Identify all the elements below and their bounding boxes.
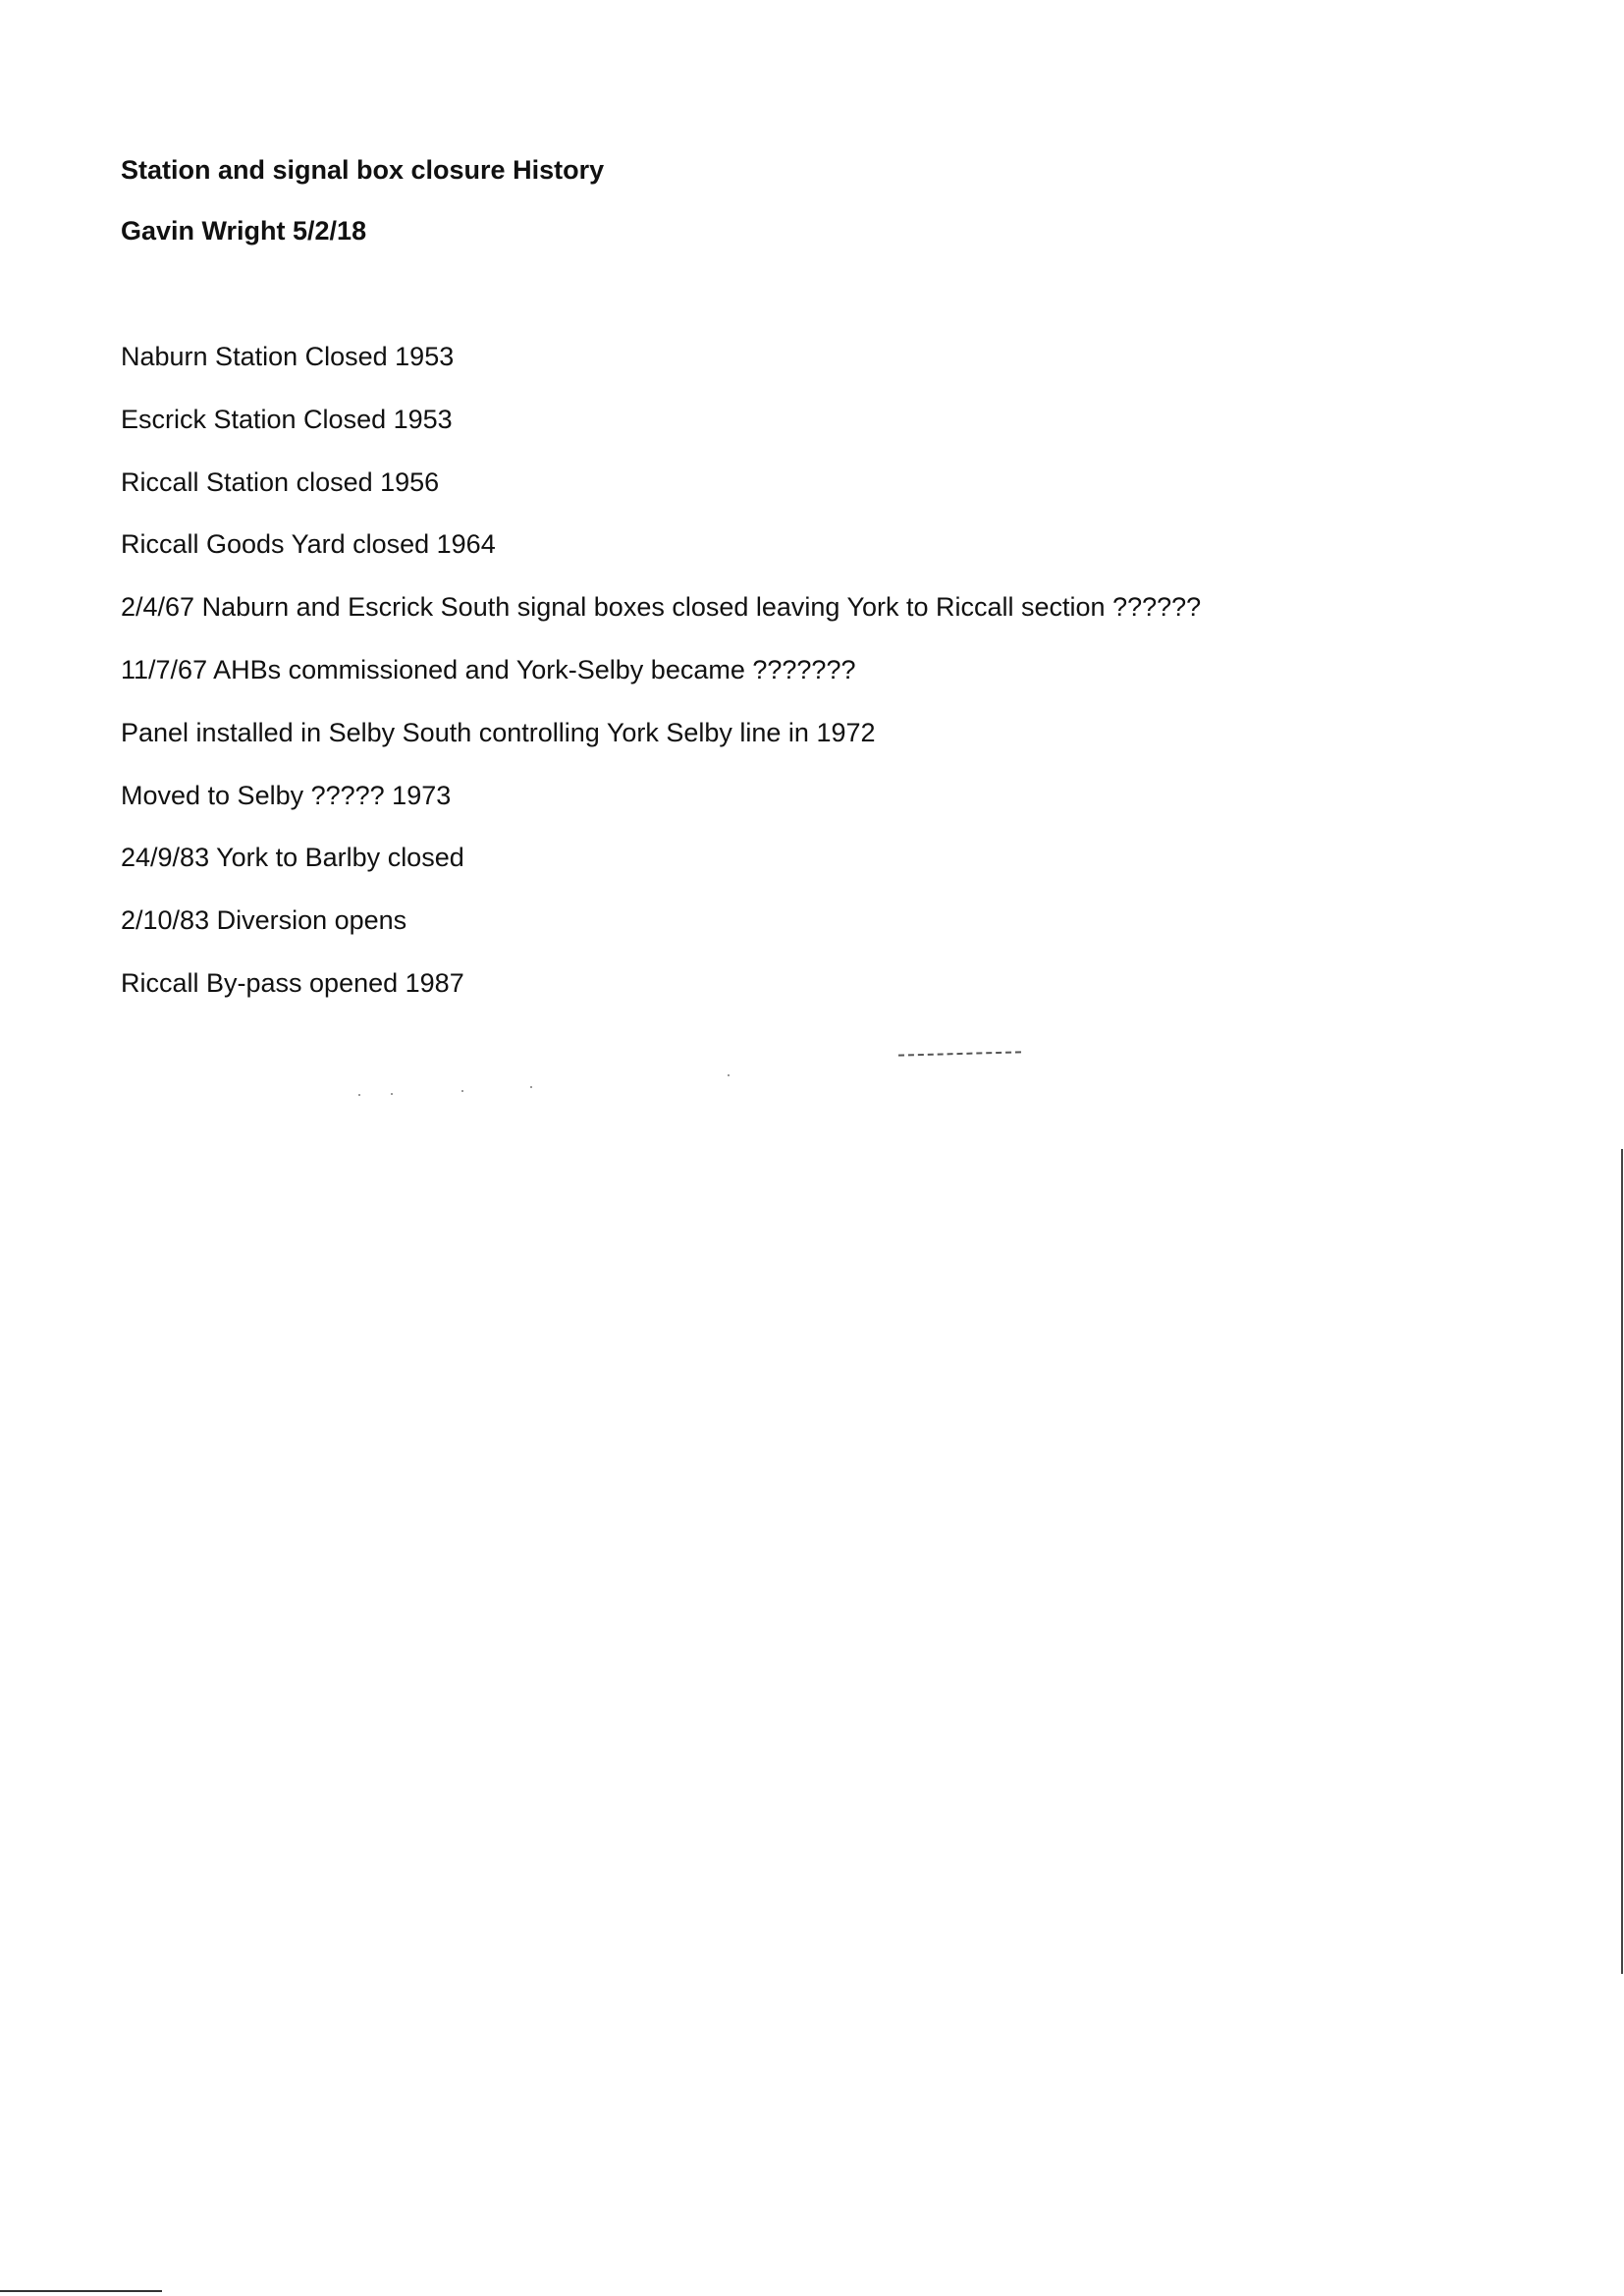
author-date-line: Gavin Wright 5/2/18: [121, 216, 367, 246]
scan-speck: [530, 1086, 532, 1088]
scan-speck: [728, 1074, 730, 1076]
document-title: Station and signal box closure History: [121, 155, 605, 185]
history-entry: 24/9/83 York to Barlby closed: [121, 843, 464, 873]
scan-speck: [358, 1094, 360, 1096]
scan-dash-mark: [898, 1051, 1021, 1056]
scan-speck: [461, 1090, 463, 1092]
history-entry: Panel installed in Selby South controlling York Selby line in 1972: [121, 717, 876, 747]
history-entry: Naburn Station Closed 1953: [121, 342, 455, 371]
history-entry: Riccall Goods Yard closed 1964: [121, 529, 496, 560]
history-entry: Riccall By-pass opened 1987: [121, 967, 464, 998]
scan-speck: [391, 1093, 393, 1095]
scan-edge-line: [1621, 1149, 1623, 1974]
history-entry: 11/7/67 AHBs commissioned and York-Selby became ???????: [121, 654, 856, 684]
history-entry: Moved to Selby ????? 1973: [121, 780, 452, 810]
scan-edge-line: [0, 2290, 162, 2292]
history-entry-list: [121, 340, 1201, 1029]
history-entry: Escrick Station Closed 1953: [121, 404, 453, 434]
history-entry: Riccall Station closed 1956: [121, 466, 440, 497]
history-entry: 2/4/67 Naburn and Escrick South signal boxes closed leaving York to Riccall section ??????: [121, 592, 1202, 623]
history-entry: 2/10/83 Diversion opens: [121, 905, 407, 936]
